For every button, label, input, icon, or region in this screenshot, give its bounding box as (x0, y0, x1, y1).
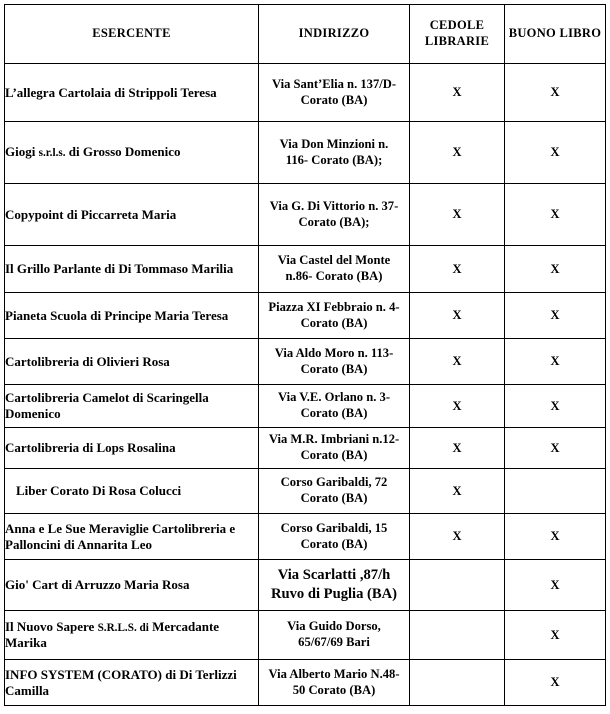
address-line-1: Via Guido Dorso, (287, 619, 381, 634)
table-row (5, 469, 606, 514)
cell-cedole-librarie-mark: X (410, 122, 505, 184)
cell-buono-libro-mark: X (505, 660, 606, 706)
cell-buono-libro-mark: X (505, 339, 606, 385)
merchant-name-part-2: di Grosso Domenico (65, 144, 181, 160)
table-row (5, 514, 606, 560)
address-line-1: Piazza XI Febbraio n. 4- (268, 299, 400, 314)
cell-merchant-name: Liber Corato Di Rosa Colucci (5, 469, 259, 514)
table-row (5, 428, 606, 469)
cell-buono-libro-mark: X (505, 385, 606, 428)
address-line-1: Via Castel del Monte (277, 253, 391, 268)
address-line-2: Corato (BA) (300, 491, 368, 505)
column-header-cedole-line1: CEDOLE (429, 18, 485, 33)
cell-merchant-address (259, 293, 410, 339)
table-row (5, 560, 606, 611)
table-row (5, 184, 606, 246)
address-line-2: Corato (BA) (300, 448, 368, 462)
cell-cedole-librarie-mark: X (410, 469, 505, 514)
cell-buono-libro-mark (505, 469, 606, 514)
cell-merchant-address (259, 184, 410, 246)
address-line-2: Corato (BA) (300, 536, 368, 551)
address-line-1: Corso Garibaldi, 15 (280, 520, 388, 535)
column-header-esercente: ESERCENTE (5, 5, 259, 64)
cell-merchant-name: Anna e Le Sue Meraviglie Cartolibreria e Palloncini di Annarita Leo (5, 514, 259, 560)
cell-merchant-address (259, 428, 410, 469)
cell-merchant-address (259, 514, 410, 560)
cell-cedole-librarie-mark: X (410, 514, 505, 560)
cell-merchant-name (5, 611, 259, 660)
address-line-2: Corato (BA) (300, 315, 368, 330)
column-header-cedole-line2: LIBRARIE (424, 34, 490, 48)
cell-cedole-librarie-mark: X (410, 293, 505, 339)
address-line-2: 50 Corato (BA) (292, 682, 376, 697)
cell-merchant-name: Gio' Cart di Arruzzo Maria Rosa (5, 560, 259, 611)
address-line-2: 65/67/69 Bari (298, 635, 370, 649)
cell-buono-libro-mark: X (505, 514, 606, 560)
address-line-1: Via Don Minzioni n. (279, 136, 389, 151)
cell-merchant-name: Pianeta Scuola di Principe Maria Teresa (5, 293, 259, 339)
merchant-name-legal-form: S.R.L.S. di (97, 621, 149, 634)
address-line-1: Via Scarlatti ,87/h (277, 567, 391, 584)
cell-merchant-address (259, 611, 410, 660)
address-line-2: Corato (BA) (300, 406, 368, 420)
column-header-cedole-librarie (410, 5, 505, 64)
cell-merchant-name: Cartolibreria Camelot di Scaringella Domenico (5, 385, 259, 428)
address-line-2: n.86- Corato (BA) (285, 269, 383, 283)
cell-buono-libro-mark: X (505, 184, 606, 246)
address-line-2: Corato (BA); (298, 214, 370, 229)
address-line-1: Via G. Di Vittorio n. 37- (269, 198, 399, 213)
cell-cedole-librarie-mark (410, 660, 505, 706)
address-line-2: 116- Corato (BA); (285, 152, 383, 167)
cell-cedole-librarie-mark (410, 560, 505, 611)
cell-merchant-address (259, 660, 410, 706)
column-header-buono-libro: BUONO LIBRO (505, 5, 606, 64)
table-header-row (5, 5, 606, 64)
address-line-1: Via Sant’Elia n. 137/D- (271, 76, 397, 91)
column-header-indirizzo: INDIRIZZO (259, 5, 410, 64)
table-row (5, 246, 606, 293)
merchant-name-legal-form: s.r.l.s. (38, 147, 66, 160)
address-line-1: Via Alberto Mario N.48- (268, 666, 400, 681)
table-row (5, 385, 606, 428)
address-line-1: Via M.R. Imbriani n.12- (268, 432, 400, 447)
cell-merchant-name (5, 122, 259, 184)
cell-buono-libro-mark: X (505, 293, 606, 339)
address-line-1: Via Aldo Moro n. 113- (274, 345, 394, 360)
cell-cedole-librarie-mark: X (410, 339, 505, 385)
address-line-2: Corato (BA) (300, 92, 368, 107)
cell-merchant-address (259, 385, 410, 428)
cell-merchant-name: Copypoint di Piccarreta Maria (5, 184, 259, 246)
merchant-name-part-2: Mercadante Marika (5, 618, 220, 651)
table-row (5, 660, 606, 706)
cell-merchant-name: Cartolibreria di Lops Rosalina (5, 428, 259, 469)
document-page (0, 4, 610, 714)
cell-cedole-librarie-mark (410, 611, 505, 660)
merchant-name-part-1: Il Nuovo Sapere (5, 618, 98, 634)
cell-cedole-librarie-mark: X (410, 64, 505, 122)
table-row (5, 611, 606, 660)
cell-cedole-librarie-mark: X (410, 246, 505, 293)
address-line-2: Ruvo di Puglia (BA) (270, 586, 398, 602)
table-body (5, 64, 606, 706)
table-header (5, 5, 606, 64)
cell-cedole-librarie-mark: X (410, 428, 505, 469)
table-row (5, 122, 606, 184)
address-line-1: Via V.E. Orlano n. 3- (277, 390, 391, 405)
cell-buono-libro-mark: X (505, 246, 606, 293)
cell-buono-libro-mark: X (505, 122, 606, 184)
merchant-name-part-1: Giogi (5, 144, 39, 160)
cell-merchant-name: L’allegra Cartolaia di Strippoli Teresa (5, 64, 259, 122)
cell-merchant-name: INFO SYSTEM (CORATO) di Di Terlizzi Camilla (5, 660, 259, 706)
cell-merchant-address (259, 122, 410, 184)
table-row (5, 293, 606, 339)
cell-merchant-address (259, 339, 410, 385)
cell-merchant-name: Il Grillo Parlante di Di Tommaso Marilia (5, 246, 259, 293)
cell-buono-libro-mark: X (505, 560, 606, 611)
table-row (5, 339, 606, 385)
cell-merchant-address (259, 560, 410, 611)
merchant-table (4, 4, 606, 706)
cell-cedole-librarie-mark: X (410, 184, 505, 246)
cell-merchant-address (259, 64, 410, 122)
table-row (5, 64, 606, 122)
address-line-1: Corso Garibaldi, 72 (280, 475, 388, 490)
cell-buono-libro-mark: X (505, 64, 606, 122)
cell-buono-libro-mark: X (505, 428, 606, 469)
cell-merchant-address (259, 246, 410, 293)
cell-merchant-address (259, 469, 410, 514)
cell-merchant-name: Cartolibreria di Olivieri Rosa (5, 339, 259, 385)
address-line-2: Corato (BA) (300, 361, 368, 376)
cell-cedole-librarie-mark: X (410, 385, 505, 428)
cell-buono-libro-mark: X (505, 611, 606, 660)
